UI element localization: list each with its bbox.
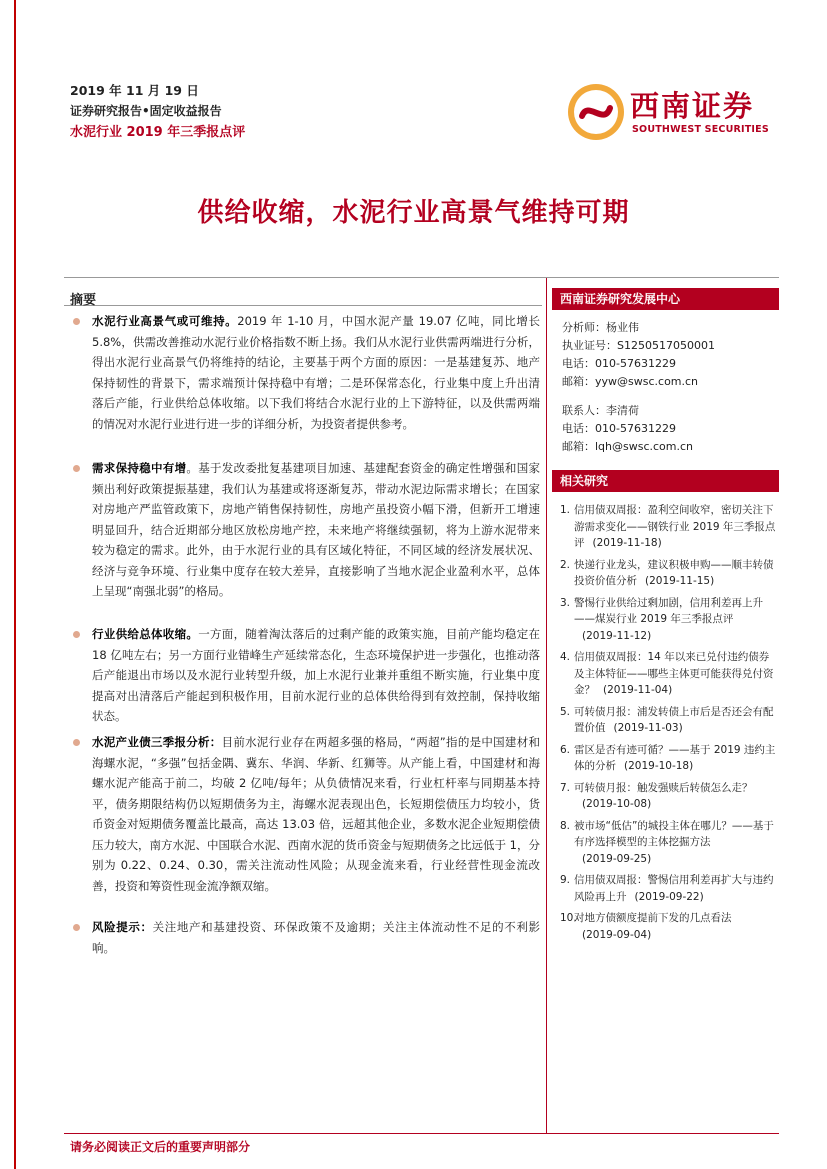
related-report-item[interactable] [552, 595, 779, 645]
summary-bullet [70, 917, 540, 958]
research-center-panel [552, 288, 779, 456]
report-number: 10. [560, 912, 577, 924]
summary-bullet [70, 732, 540, 896]
contact-name: 联系人：李清荷 [562, 404, 639, 417]
report-number: 9. [560, 874, 571, 886]
report-date: (2019-11-12) [582, 629, 652, 642]
related-research-title: 相关研究 [552, 470, 779, 492]
company-logo [566, 82, 776, 142]
summary-label: 摘要 [70, 293, 97, 308]
related-report-item[interactable] [552, 704, 779, 737]
report-date: (2019-11-18) [592, 537, 662, 549]
report-number: 7. [560, 781, 571, 794]
report-text: 对地方债额度提前下发的几点看法 [574, 912, 732, 924]
footer-divider [64, 1133, 779, 1134]
report-text: 雷区是否有迹可循？——基于 2019 违约主体的分析 [574, 743, 776, 772]
title-divider [64, 277, 779, 278]
bullet-dot-icon [73, 739, 80, 746]
related-report-item[interactable] [552, 557, 779, 590]
report-number: 8. [560, 819, 571, 832]
report-date: 2019 年 11 月 19 日 [70, 83, 199, 98]
bullet-heading: 行业供给总体收缩。 [92, 627, 199, 641]
report-text: 警惕行业供给过剩加剧，信用利差再上升——煤炭行业 2019 年三季报点评 [574, 596, 763, 625]
logo-cn-text: 西南证券 [630, 89, 755, 123]
related-research-list [552, 502, 779, 943]
swsc-logo-icon [566, 82, 626, 142]
report-date: (2019-10-08) [582, 798, 652, 810]
logo-en-text: SOUTHWEST SECURITIES [632, 124, 769, 135]
report-text: 信用债双周报：14 年以来已兑付违约债券及主体特征——哪些主体更可能获得兑付资金？ [574, 651, 774, 696]
report-date: (2019-11-15) [645, 575, 715, 587]
related-report-item[interactable] [552, 780, 779, 813]
bullet-text: 。基于发改委批复基建项目加速、基建配套资金的确定性增强和国家频出利好政策提振基建，我们认为基建或将逐渐复苏，带动水泥边际需求增长；在国家对房地产严监管政策下，房地产销售保持韧性，房地产虽投资小幅下滑，但新开工增速明显回升，结合近期部分地区放松房地产控，未来地产将继续强韧，将为上游水泥带来较为稳定的需求。此外，由于水泥行业的具有区域化特征，不同区域的经济发展状况、经济与竞争环境、行业集中度存在较大差异，直接影响了当地水泥企业盈利水平，总体上呈现“南强北弱”的格局。 [92, 461, 541, 598]
bullet-text: 目前水泥行业存在两超多强的格局，“两超”指的是中国建材和海螺水泥，“多强”包括金隅、冀东、华润、华新、红狮等。从产能上看，中国建材和海螺水泥产能高于前二，均破 2 亿吨/每年；从负债情况来看，行业杠杆率与同期基本持平，债务期限结构仍以短期债务为主，海螺水泥表现出色，长短期偿债压力均较小，货币资金对短期债务覆盖比最高，高达 13.03 倍，远超其他企业，多数水泥企业短期偿债压力较大，南方水泥、中国联合水泥、西南水泥的货币资金与短期债务之比远低于 1，分别为 0.22、0.24、0.30，需关注流动性风险；从现金流来看，行业经营性现金流改善，投资和筹资性现金流净额双缩。 [92, 735, 540, 893]
summary-bullet [70, 458, 540, 602]
report-date: (2019-11-04) [603, 684, 673, 696]
analyst-name: 分析师：杨业伟 [562, 321, 639, 334]
related-report-item[interactable] [552, 818, 779, 868]
summary-bullet [70, 624, 540, 727]
related-report-item[interactable] [552, 910, 779, 943]
analyst-email[interactable]: 邮箱：yyw@swsc.com.cn [562, 375, 699, 388]
analyst-phone: 电话：010-57631229 [562, 357, 676, 370]
related-report-item[interactable] [552, 649, 779, 699]
report-text: 信用债双周报：盈利空间收窄，密切关注下游需求变化——钢铁行业 2019 年三季报点评 [574, 504, 776, 549]
related-report-item[interactable] [552, 742, 779, 775]
report-text: 可转债月报：浦发转债上市后是否还会有配置价值 [574, 705, 774, 734]
contact-phone: 电话：010-57631229 [562, 422, 676, 435]
page-edge-line [14, 0, 16, 1169]
bullet-text: 一方面，随着淘汰落后的过剩产能的政策实施，目前产能均稳定在 18 亿吨左右；另一方面行业错峰生产延续常态化，生态环境保护进一步强化，也推动落后产能退出市场以及水泥行业转型升级，加上水泥行业兼并重组不断实施，行业集中度提高对出清落后产能起到积极作用，目前水泥行业的总体供给得到有效控制，保持收缩状态。 [92, 627, 541, 723]
bullet-dot-icon [73, 465, 80, 472]
summary-bullet [70, 311, 540, 434]
bullet-text: 关注地产和基建投资、环保政策不及逾期；关注主体流动性不足的不利影响。 [92, 920, 540, 955]
report-number: 5. [560, 705, 571, 718]
summary-divider [64, 305, 542, 306]
report-text: 被市场“低估”的城投主体在哪儿？——基于有序选择模型的主体挖掘方法 [574, 819, 774, 848]
disclaimer-note: 请务必阅读正文后的重要声明部分 [70, 1140, 251, 1154]
related-report-item[interactable] [552, 502, 779, 552]
report-date: (2019-09-25) [582, 852, 652, 865]
bullet-heading: 水泥产业债三季报分析： [92, 735, 222, 749]
report-text: 快递行业龙头，建议积极申购——顺丰转债投资价值分析 [574, 558, 774, 587]
report-text: 可转债月报：触发强赎后转债怎么走？ [574, 781, 753, 794]
analyst-license: 执业证号：S1250517050001 [562, 339, 715, 352]
report-number: 3. [560, 596, 571, 609]
bullet-dot-icon [73, 631, 80, 638]
related-research-panel [552, 470, 779, 948]
bullet-dot-icon [73, 924, 80, 931]
bullet-text: 2019 年 1-10 月，中国水泥产量 19.07 亿吨，同比增长 5.8%，供需改善推动水泥行业价格指数不断上扬。我们从水泥行业供需两端进行分析，得出水泥行业高景气仍将维持的结论，主要基于两个方面的原因：一是基建复苏、地产保持韧性的背景下，需求端预计保持稳中有增；二是环保常态化，行业集中度上升出清落后产能，行业供给总体收缩。以下我们将结合水泥行业的上下游特征，以及供需两端的情况对水泥行业进行进一步的详细分析，为投资者提供参考。 [92, 314, 540, 431]
industry-tag: 水泥行业 2019 年三季报点评 [70, 125, 246, 140]
report-type: 证券研究报告•固定收益报告 [70, 104, 222, 118]
bullet-heading: 需求保持稳中有增 [92, 461, 187, 475]
report-date: (2019-10-18) [624, 760, 694, 772]
report-number: 2. [560, 558, 571, 571]
bullet-heading: 风险提示： [92, 920, 153, 934]
report-number: 1. [560, 504, 571, 516]
report-number: 4. [560, 651, 571, 663]
report-date: (2019-11-03) [613, 722, 683, 734]
report-date: (2019-09-22) [634, 890, 704, 903]
bullet-dot-icon [73, 318, 80, 325]
bullet-heading: 水泥行业高景气或可维持。 [92, 314, 238, 328]
research-center-title: 西南证券研究发展中心 [552, 288, 779, 310]
report-header [70, 80, 245, 143]
report-date: (2019-09-04) [582, 928, 652, 941]
column-separator [546, 278, 547, 1133]
report-title: 供给收缩，水泥行业高景气维持可期 [197, 198, 630, 228]
contact-email[interactable]: 邮箱：lqh@swsc.com.cn [562, 440, 694, 453]
related-report-item[interactable] [552, 872, 779, 905]
report-text: 信用债双周报：警惕信用利差再扩大与违约风险再上升 [574, 874, 774, 903]
report-number: 6. [560, 743, 571, 756]
